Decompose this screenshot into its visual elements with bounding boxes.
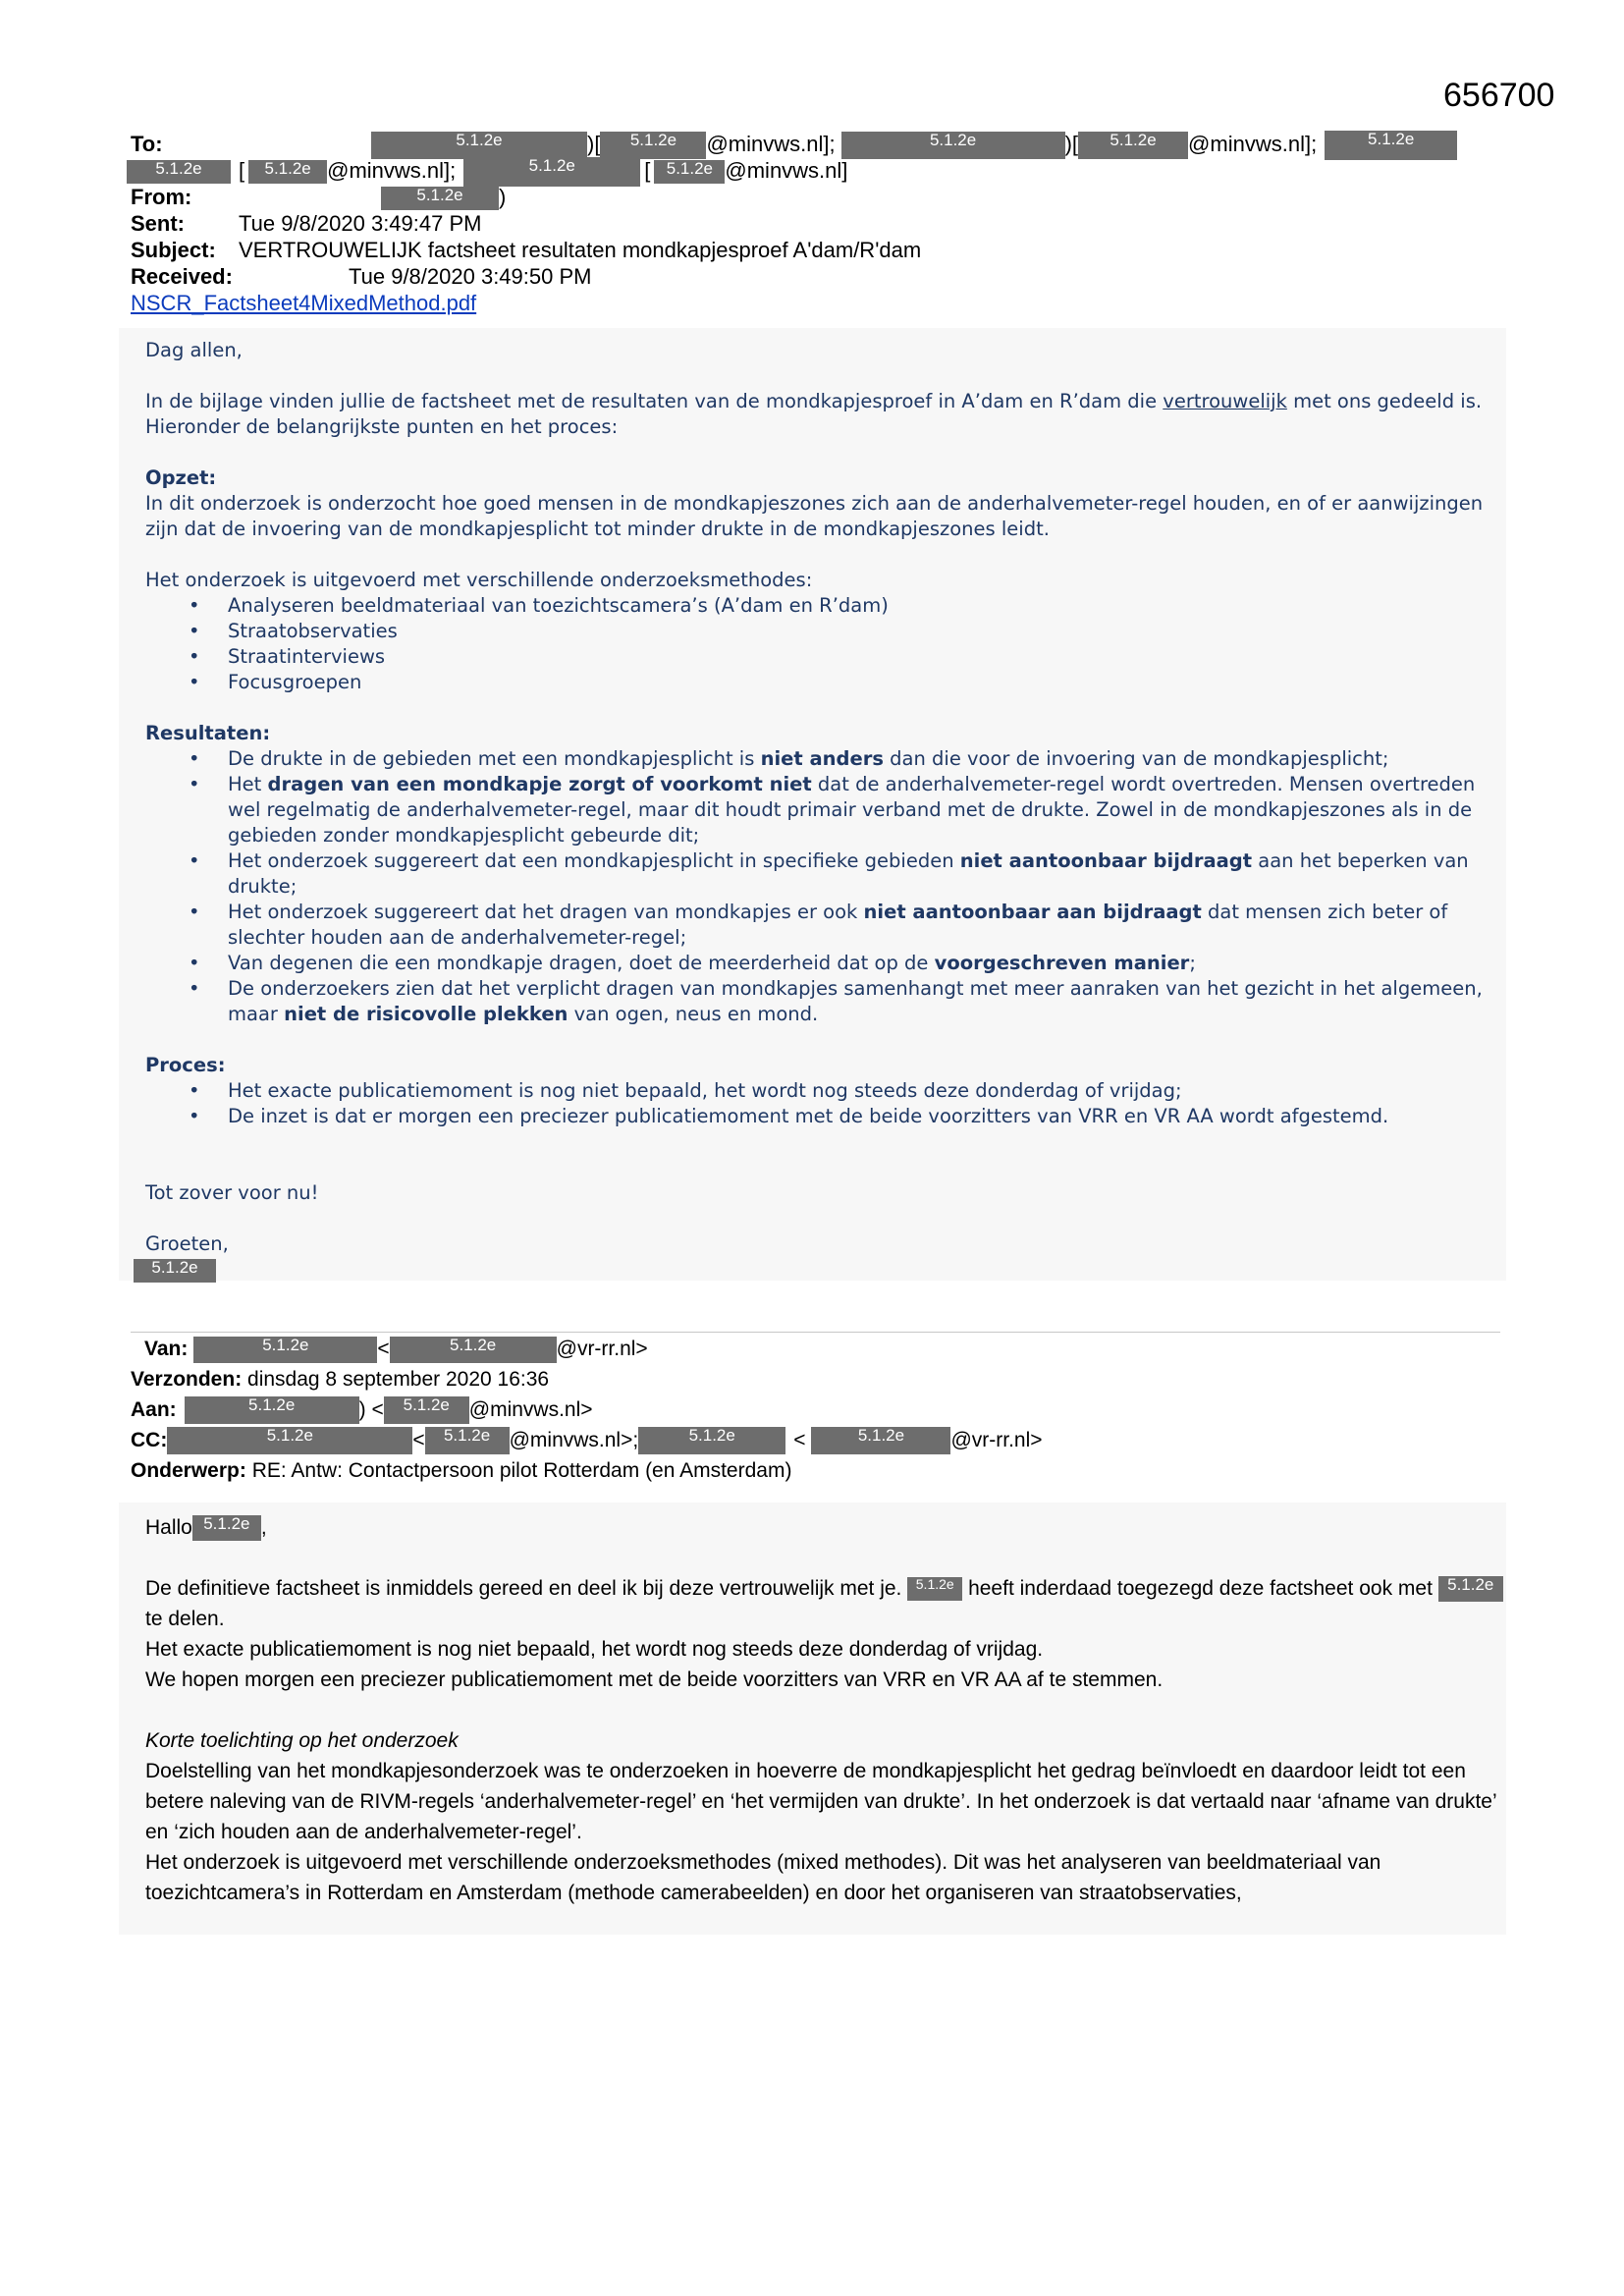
reply-paragraph: Het exacte publicatiemoment is nog niet bepaald, het wordt nog steeds deze donderdag of vrijdag. (145, 1638, 1044, 1661)
intro-paragraph (145, 389, 1506, 440)
result-text: dan die voor de invoering van de mondkapjesplicht; (883, 747, 1389, 770)
redaction: 5.1.2e (167, 1427, 412, 1454)
result-emphasis: niet aantoonbaar bijdraagt (959, 849, 1253, 872)
list-item (145, 976, 1506, 1027)
hello-line (145, 1512, 1506, 1543)
list-item (145, 848, 1506, 900)
list-item: • De inzet is dat er morgen een preciezer publicatiemoment met de beide voorzitters van VRR en VR AA wordt afgestemd. (145, 1104, 1506, 1129)
result-text: Van degenen die een mondkapje dragen, doet de meerderheid dat op de (228, 952, 935, 974)
result-text: dat mensen zich beter of slechter houden aan de anderhalvemeter-regel; (228, 901, 1448, 949)
subject-value: VERTROUWELIJK factsheet resultaten mondkapjesproef A'dam/R'dam (239, 238, 922, 262)
redaction: 5.1.2e (193, 1337, 377, 1363)
list-item: • Straatinterviews (145, 644, 1506, 670)
opzet-heading: Opzet: (145, 466, 217, 489)
cc-label: CC: (131, 1429, 168, 1451)
hello-end: , (260, 1516, 267, 1539)
reply-text: heeft inderdaad toegezegd deze factsheet ook met (962, 1577, 1438, 1600)
result-text: ; (1189, 952, 1196, 974)
to-bracket: [ (239, 158, 245, 183)
methods-list (145, 593, 1506, 695)
result-emphasis: niet aantoonbaar aan bijdraagt (863, 901, 1202, 923)
result-text: dat de anderhalvemeter-regel wordt overtreden. Mensen overtreden wel regelmatig de anderhalvemeter-regel, maar dit houdt primair verband met de drukte. Zowel in de mondkapjeszones als in de gebieden zonder mondkapjesplicht gebeurde dit; (228, 773, 1476, 847)
to-separator: )[ (587, 132, 601, 156)
intro-text: met ons gedeeld is. Hieronder de belangrijkste punten en het proces: (145, 390, 1483, 438)
redaction: 5.1.2e (390, 1337, 557, 1363)
reply-text: te delen. (145, 1608, 225, 1630)
from-line (131, 184, 1505, 210)
aan-domain: @minvws.nl> (468, 1398, 593, 1421)
cc-line (131, 1425, 1505, 1455)
divider (131, 1332, 1500, 1333)
list-item (145, 772, 1506, 848)
redaction: 5.1.2e (1078, 132, 1188, 159)
received-line (131, 263, 1505, 290)
sent-line (131, 210, 1505, 237)
to-domain: @minvws.nl] (725, 158, 848, 183)
aan-line (131, 1394, 1505, 1425)
aan-label: Aan: (131, 1398, 177, 1421)
list-item: • Analyseren beeldmateriaal van toezichtscamera’s (A’dam en R’dam) (145, 593, 1506, 619)
van-line (131, 1334, 1505, 1364)
result-emphasis: niet de risicovolle plekken (284, 1003, 568, 1025)
reply-text: De definitieve factsheet is inmiddels gereed en deel ik bij deze vertrouwelijk met je. (145, 1577, 908, 1600)
reply-body (119, 1503, 1506, 1935)
van-lt: < (377, 1338, 390, 1360)
sent-value: Tue 9/8/2020 3:49:47 PM (239, 211, 482, 236)
reply-paragraph: We hopen morgen een preciezer publicatiemoment met de beide voorzitters van VRR en VR AA af te stemmen. (145, 1668, 1164, 1691)
email-header (131, 131, 1505, 316)
redaction: 5.1.2e (185, 1396, 359, 1424)
redaction: 5.1.2e (638, 1427, 785, 1454)
received-value: Tue 9/8/2020 3:49:50 PM (349, 264, 592, 289)
section-title: Korte toelichting op het onderzoek (145, 1729, 459, 1752)
cc-domain: @minvws.nl>; (509, 1429, 639, 1451)
redaction: 5.1.2e (654, 160, 725, 184)
cc-lt: < (412, 1429, 425, 1451)
redaction: 5.1.2e (463, 157, 640, 187)
regards: Groeten, (145, 1232, 229, 1255)
result-emphasis: dragen van een mondkapje zorgt of voorkomt niet (267, 773, 812, 795)
redaction: 5.1.2e (127, 160, 231, 184)
van-domain: @vr-rr.nl> (556, 1338, 648, 1360)
attachment-link[interactable]: NSCR_Factsheet4MixedMethod.pdf (131, 291, 477, 315)
to-domain: @minvws.nl]; (327, 158, 457, 183)
to-domain: @minvws.nl]; (1188, 132, 1318, 156)
cc-lt: < (793, 1429, 806, 1451)
list-item (145, 900, 1506, 951)
greeting: Dag allen, (145, 339, 243, 361)
reply-paragraph: Doelstelling van het mondkapjesonderzoek was te onderzoeken in hoeverre de mondkapjesplicht het gedrag beïnvloedt en daardoor leidt tot een betere naleving van de RIVM-regels ‘anderhalvemeter-regel’ en ‘het vermijden van drukte’. In het onderzoek is dat vertaald naar ‘afname van drukte’ en ‘zich houden aan de anderhalvemeter-regel’. (145, 1760, 1496, 1843)
received-label: Received: (131, 264, 233, 289)
onderwerp-label: Onderwerp: (131, 1459, 246, 1482)
result-text: Het onderzoek suggereert dat het dragen van mondkapjes er ook (228, 901, 864, 923)
result-text: van ogen, neus en mond. (568, 1003, 819, 1025)
redaction: 5.1.2e (192, 1515, 261, 1541)
attachment-line (131, 290, 1505, 316)
onderwerp-value: RE: Antw: Contactpersoon pilot Rotterdam (en Amsterdam) (251, 1459, 792, 1482)
redaction: 5.1.2e (384, 1396, 469, 1424)
from-close: ) (499, 185, 507, 209)
van-label: Van: (144, 1338, 189, 1360)
redaction: 5.1.2e (1325, 131, 1457, 160)
results-list (145, 746, 1506, 1027)
sent-label: Sent: (131, 211, 185, 236)
methods-intro: Het onderzoek is uitgevoerd met verschillende onderzoeksmethodes: (145, 569, 813, 591)
results-heading: Resultaten: (145, 722, 271, 744)
result-text: De onderzoekers zien dat het verplicht dragen van mondkapjes samenhangt met meer aanraken van het gezicht in het algemeen, maar (228, 977, 1483, 1025)
to-bracket: [ (644, 158, 651, 183)
redaction: 5.1.2e (371, 132, 587, 159)
result-emphasis: voorgeschreven manier (934, 952, 1190, 974)
list-item (145, 746, 1506, 772)
cc-domain: @vr-rr.nl> (950, 1429, 1043, 1451)
hello-text: Hallo (145, 1516, 192, 1539)
verzonden-value: dinsdag 8 september 2020 16:36 (247, 1368, 550, 1391)
redaction: 5.1.2e (425, 1427, 510, 1454)
result-text: De drukte in de gebieden met een mondkapjesplicht is (228, 747, 761, 770)
intro-text: In de bijlage vinden jullie de factsheet met de resultaten van de mondkapjesproef in A’dam en R’dam die (145, 390, 1164, 412)
to-domain: @minvws.nl]; (706, 132, 836, 156)
redaction: 5.1.2e (1438, 1576, 1503, 1602)
reply-paragraph: Het onderzoek is uitgevoerd met verschillende onderzoeksmethodes (mixed methodes). Dit was het analyseren van beeldmateriaal van toezichtcamera’s in Rotterdam en Amsterdam (methode camerabeelden) en door het organiseren van straatobservaties, (145, 1851, 1381, 1904)
from-label: From: (131, 185, 192, 209)
verzonden-label: Verzonden: (131, 1368, 243, 1391)
redaction: 5.1.2e (841, 132, 1065, 159)
redaction: 5.1.2e (811, 1427, 950, 1454)
process-heading: Proces: (145, 1054, 226, 1076)
forwarded-header (131, 1334, 1505, 1486)
redaction: 5.1.2e (381, 187, 499, 210)
confidential-word: vertrouwelijk (1163, 390, 1287, 412)
redaction: 5.1.2e (248, 160, 327, 184)
onderwerp-line (131, 1455, 1505, 1486)
document-id: 656700 (1443, 77, 1555, 114)
list-item: • Het exacte publicatiemoment is nog niet bepaald, het wordt nog steeds deze donderdag of vrijdag; (145, 1078, 1506, 1104)
redaction: 5.1.2e (907, 1577, 962, 1601)
to-line (131, 131, 1505, 157)
result-emphasis: niet anders (760, 747, 884, 770)
process-list (145, 1078, 1506, 1129)
list-item (145, 951, 1506, 976)
redaction: 5.1.2e (600, 132, 706, 159)
to-label: To: (131, 132, 163, 156)
subject-label: Subject: (131, 238, 216, 262)
list-item: • Focusgroepen (145, 670, 1506, 695)
list-item: • Straatobservaties (145, 619, 1506, 644)
aan-separator: ) < (358, 1398, 384, 1421)
subject-line (131, 237, 1505, 263)
result-text: Het (228, 773, 268, 795)
result-text: aan het beperken van drukte; (228, 849, 1469, 898)
reply-paragraph (145, 1573, 1506, 1634)
to-line-continued (127, 157, 1505, 184)
closing: Tot zover voor nu! (145, 1181, 319, 1204)
redaction: 5.1.2e (134, 1259, 216, 1283)
message-body (119, 328, 1506, 1281)
verzonden-line (131, 1364, 1505, 1394)
to-separator: )[ (1064, 132, 1079, 156)
opzet-text: In dit onderzoek is onderzocht hoe goed mensen in de mondkapjeszones zich aan de anderhalvemeter-regel houden, en of er aanwijzingen zijn dat de invoering van de mondkapjesplicht tot minder drukte in de mondkapjeszones leidt. (145, 492, 1484, 540)
result-text: Het onderzoek suggereert dat een mondkapjesplicht in specifieke gebieden (228, 849, 960, 872)
